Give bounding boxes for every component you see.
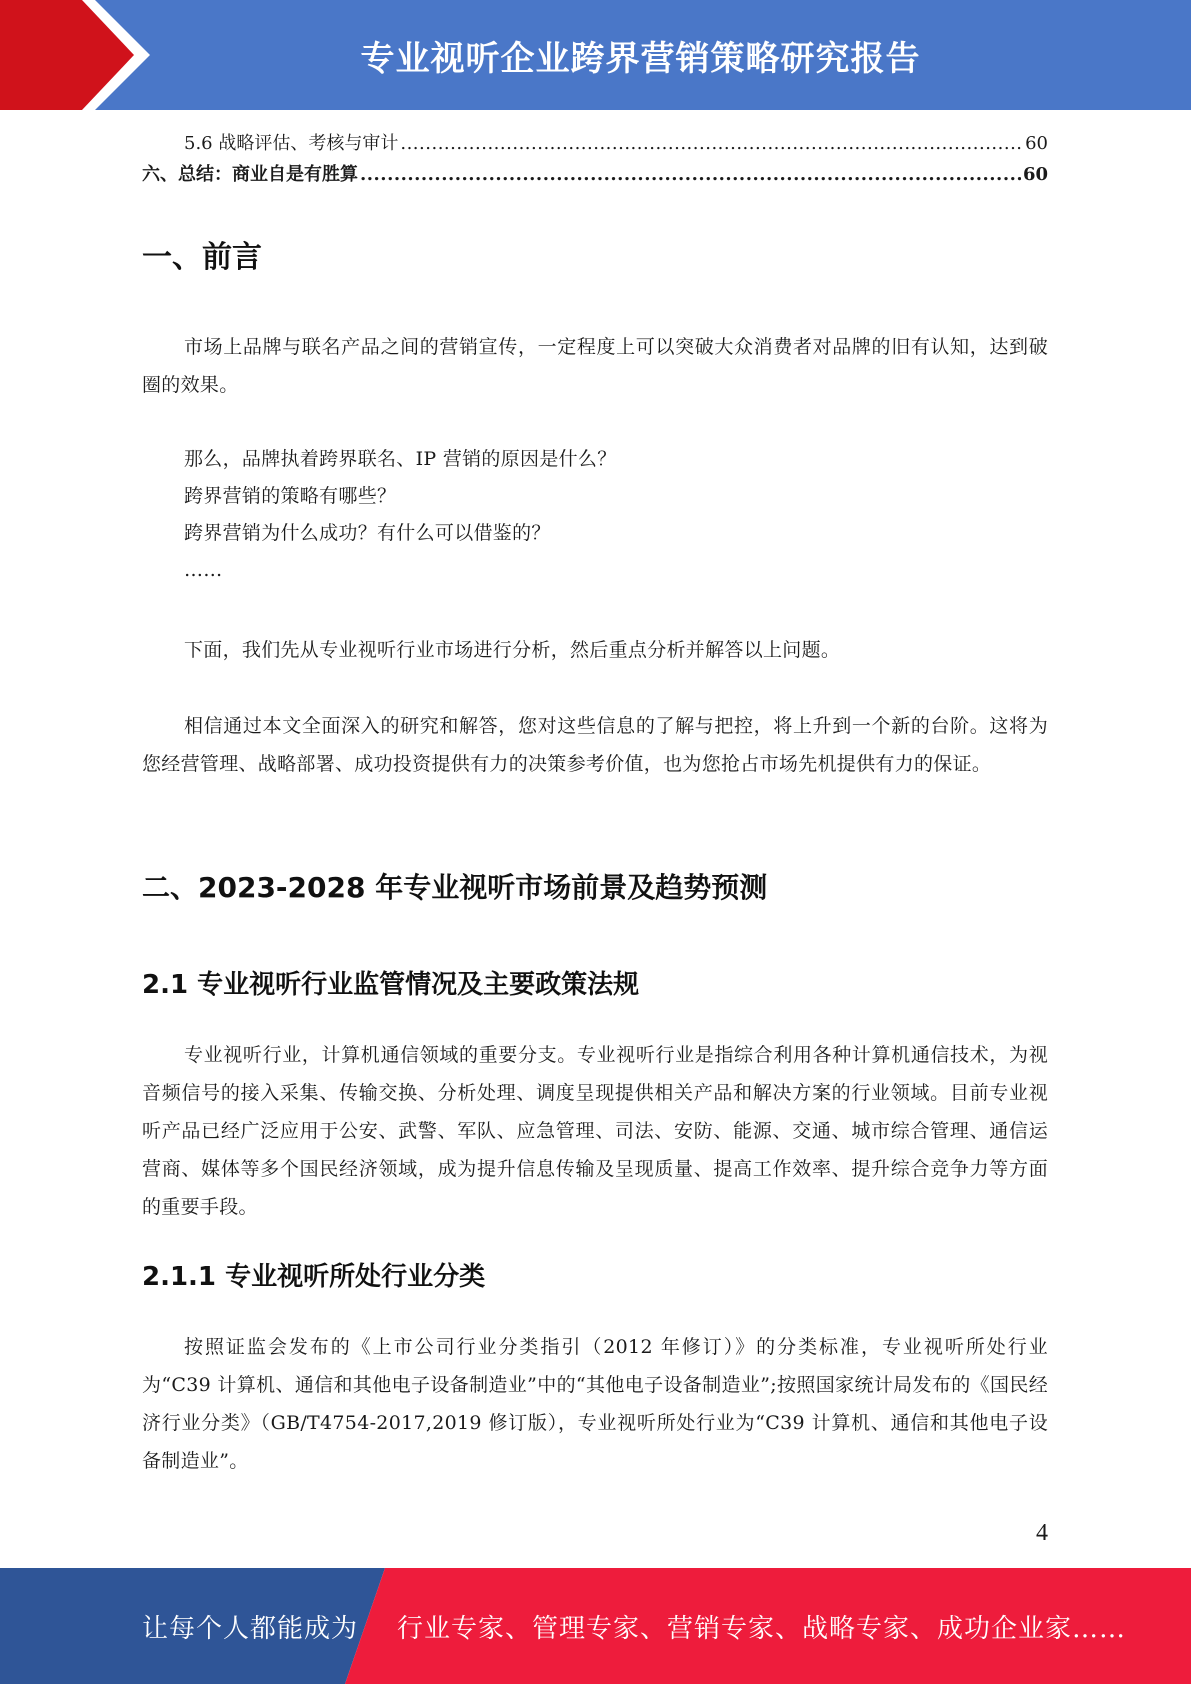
footer-banner [0, 1568, 1191, 1684]
toc-entry[interactable] [142, 129, 1048, 159]
toc-leader-dots [360, 164, 1021, 185]
footer-slogan-right: 行业专家、管理专家、营销专家、战略专家、成功企业家…… [397, 1613, 1127, 1644]
section-heading-2-1-1: 2.1.1 专业视听所处行业分类 [142, 1262, 486, 1292]
toc-entry-page: 60 [1022, 164, 1048, 185]
toc-leader-dots [400, 133, 1023, 154]
paragraph: 按照证监会发布的《上市公司行业分类指引（2012 年修订）》的分类标准，专业视听所处行业为“C39 计算机、通信和其他电子设备制造业”中的“其他电子设备制造业”;按照国家统计局发布的《国民经济行业分类》（GB/T4754-2017,2019 修订版），专业视听所处行业为“C39 计算机、通信和其他电子设备制造业”。 [142, 1336, 1048, 1472]
toc-entry-page: 60 [1025, 133, 1048, 154]
toc-entry-label: 5.6 战略评估、考核与审计 [184, 133, 399, 154]
list-item: 那么，品牌执着跨界联名、IP 营销的原因是什么？ [184, 448, 617, 470]
header-banner [0, 0, 1191, 110]
section-heading-2-1: 2.1 专业视听行业监管情况及主要政策法规 [142, 970, 640, 1000]
footer-slogan-left: 让每个人都能成为 [142, 1613, 359, 1644]
section-heading-preface: 一、前言 [142, 240, 262, 275]
paragraph: 下面，我们先从专业视听行业市场进行分析，然后重点分析并解答以上问题。 [184, 639, 841, 661]
toc-entry-label: 六、总结：商业自是有胜算 [142, 164, 358, 185]
list-item: 跨界营销为什么成功？有什么可以借鉴的？ [184, 522, 551, 544]
list-item: 跨界营销的策略有哪些？ [184, 485, 397, 507]
list-item: …… [184, 559, 223, 581]
question-list [184, 441, 617, 589]
report-title: 专业视听企业跨界营销策略研究报告 [360, 38, 921, 79]
paragraph: 市场上品牌与联名产品之间的营销宣传，一定程度上可以突破大众消费者对品牌的旧有认知，达到破圈的效果。 [142, 336, 1048, 396]
section-heading-2: 二、2023-2028 年专业视听市场前景及趋势预测 [142, 871, 768, 904]
toc-entry[interactable] [142, 160, 1048, 190]
paragraph: 相信通过本文全面深入的研究和解答，您对这些信息的了解与把控，将上升到一个新的台阶。这将为您经营管理、战略部署、成功投资提供有力的决策参考价值，也为您抢占市场先机提供有力的保证。 [142, 715, 1048, 775]
red-chevron-icon [0, 0, 160, 110]
paragraph: 专业视听行业，计算机通信领域的重要分支。专业视听行业是指综合利用各种计算机通信技术，为视音频信号的接入采集、传输交换、分析处理、调度呈现提供相关产品和解决方案的行业领域。目前专业视听产品已经广泛应用于公安、武警、军队、应急管理、司法、安防、能源、交通、城市综合管理、通信运营商、媒体等多个国民经济领域，成为提升信息传输及呈现质量、提高工作效率、提升综合竞争力等方面的重要手段。 [142, 1044, 1048, 1218]
page-number: 4 [1036, 1520, 1048, 1546]
